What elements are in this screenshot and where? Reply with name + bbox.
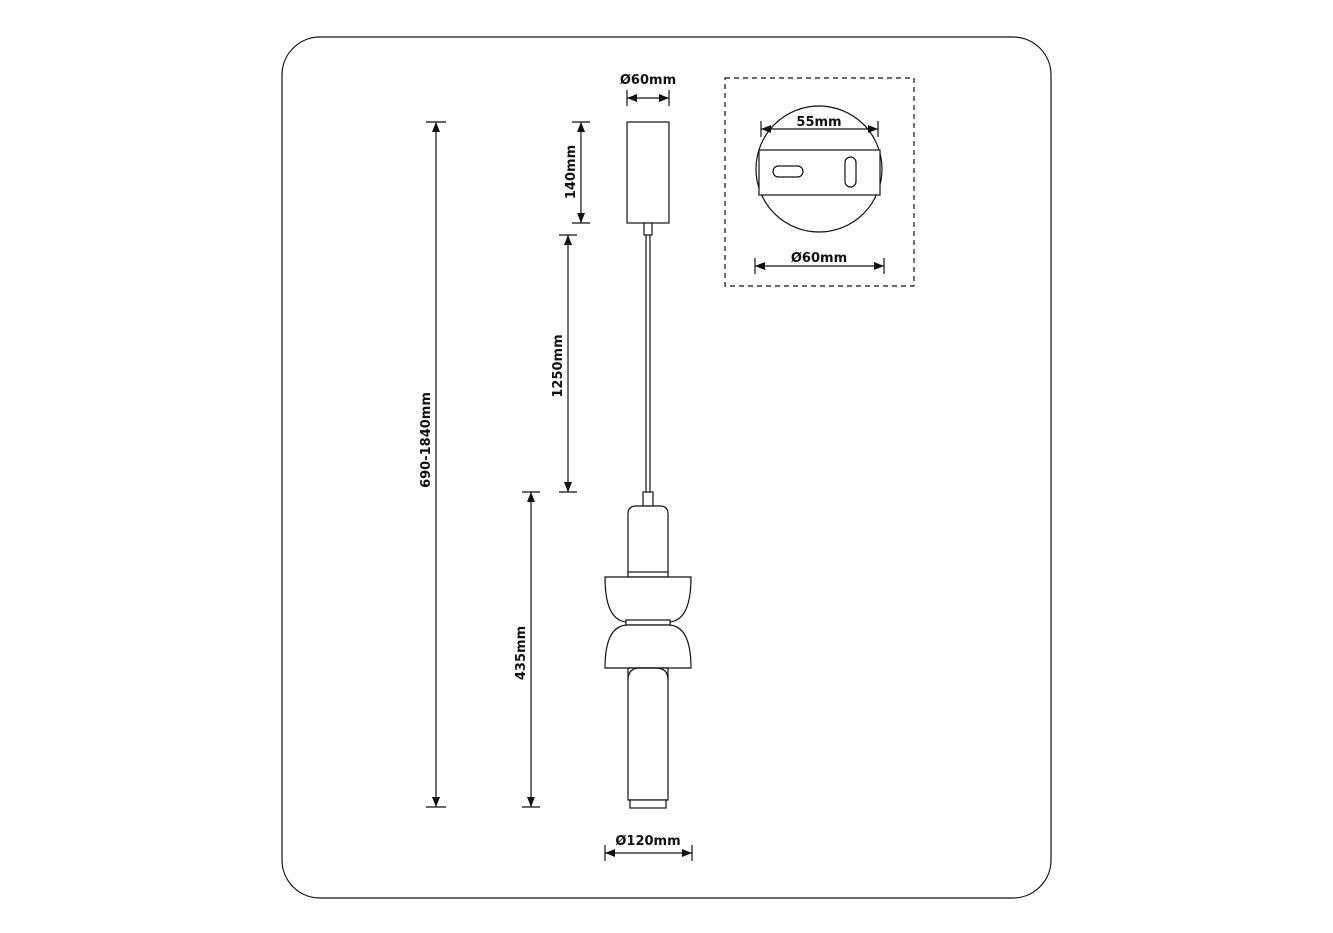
lamp-middle-ring (626, 620, 670, 625)
lamp-lower-bowl (605, 625, 691, 668)
lamp-upper-ring (628, 572, 668, 577)
lamp-upper-bowl (605, 577, 691, 622)
total-height-label: 690-1840mm (419, 392, 434, 488)
canopy-diameter-label: Ø60mm (619, 73, 677, 88)
lamp-diameter-label: Ø120mm (615, 834, 681, 849)
lamp-diameter-dimension (605, 834, 692, 861)
cable-length-dimension (551, 235, 577, 492)
cable-length-label: 1250mm (551, 334, 566, 398)
detail-diameter-dimension (755, 251, 884, 274)
detail-diameter-label: Ø60mm (790, 251, 848, 266)
plate-slot-horizontal (773, 166, 803, 177)
lamp-bottom-cap (630, 800, 666, 808)
plate-width-label: 55mm (796, 115, 842, 130)
canopy (627, 122, 669, 223)
lamp-body (605, 492, 691, 808)
canopy-diameter-dimension (620, 73, 676, 106)
total-height-dimension (419, 122, 446, 807)
canopy-height-dimension (564, 122, 590, 223)
lamp-height-dimension (514, 492, 540, 807)
plate-slot-vertical (845, 157, 856, 187)
mounting-detail-view (725, 78, 914, 286)
lamp-lower-cylinder (628, 668, 668, 800)
lamp-height-label: 435mm (514, 625, 529, 681)
cable-grip (644, 223, 652, 235)
canopy-height-label: 140mm (564, 144, 579, 200)
lamp-top-cap (643, 492, 653, 506)
lamp-upper-cylinder (628, 506, 668, 577)
